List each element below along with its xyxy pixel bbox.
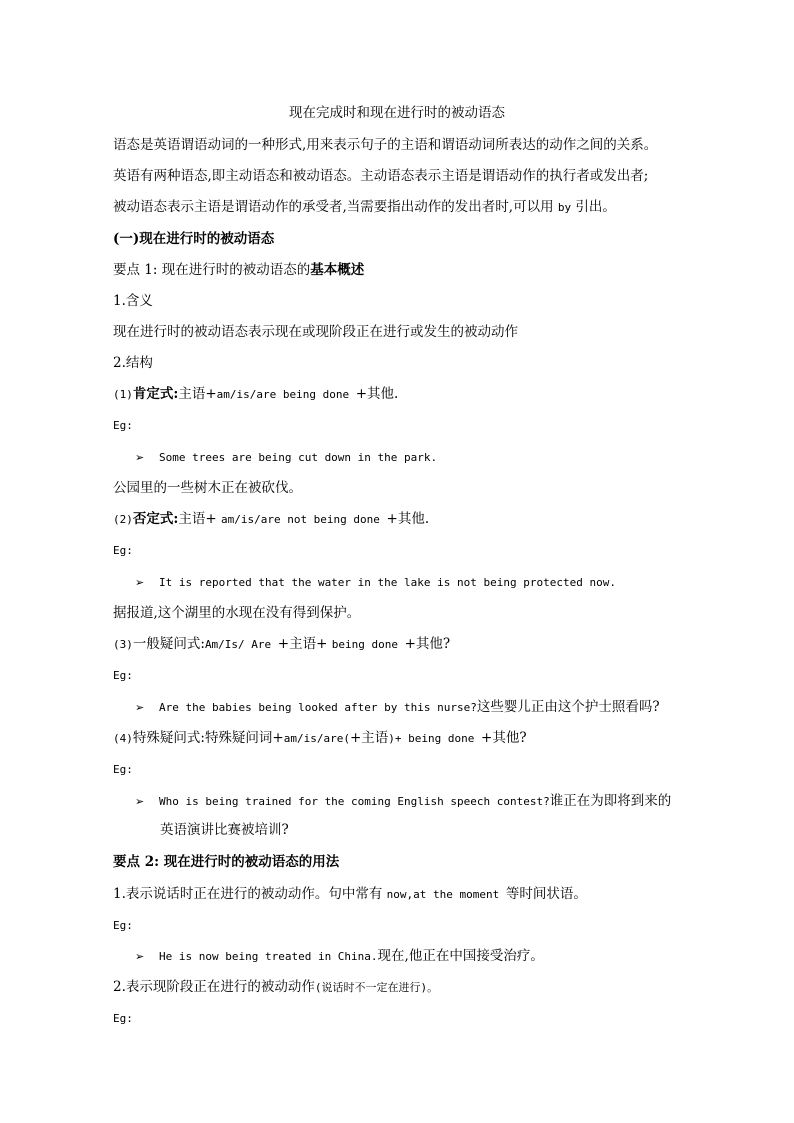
usage-1-en: now,at the moment [386,888,506,901]
general-question-en-b: being done [331,638,405,651]
special-question-en-b: )+ being done [388,732,482,745]
negative-zh-a: 主语+ [178,511,221,527]
special-question-zh-a: 特殊疑问词+ [204,730,284,746]
intro-line-2: 英语有两种语态,即主动语态和被动语态。主动语态表示主语是谓语动作的执行者或发出者; [113,168,649,184]
example-4 [135,792,705,811]
example-4-zh-a: 谁正在为即将到来的 [549,793,672,809]
affirmative-zh-a: 主语+ [178,386,217,402]
intro-line-3 [113,198,713,217]
special-question-zh-b: +主语 [349,730,389,746]
general-question-zh-a: +主语+ [277,636,332,652]
example-5-zh: 现在,他正在中国接受治疗。 [377,948,544,964]
affirmative-num: (1) [113,388,133,401]
negative-label: 否定式: [132,511,179,527]
example-5-en: He is now being treated in China. [159,950,378,963]
page-title: 现在完成时和现在进行时的被动语态 [289,105,505,121]
usage-1 [113,885,713,904]
example-3-en: Are the babies being looked after by this nurse? [159,701,477,714]
arrowhead-bullet-icon: ➢ [135,795,145,808]
eg-label-6: Eg: [113,1012,133,1025]
structure-heading: 2.结构 [113,355,153,371]
example-1-translation: 公园里的一些树木正在被砍伐。 [113,480,302,496]
arrowhead-bullet-icon: ➢ [135,950,145,963]
intro-line-3-text-a: 被动语态表示主语是谓语动作的承受者,当需要指出动作的发出者时,可以用 [113,199,558,215]
eg-label-4: Eg: [113,763,133,776]
intro-line-3-by: by [557,201,572,214]
negative-en: am/is/are not being done [220,513,387,526]
arrowhead-bullet-icon: ➢ [135,576,145,589]
arrowhead-bullet-icon: ➢ [135,701,145,714]
point-1-prefix: 要点 1: 现在进行时的被动语态的 [113,262,311,278]
example-2-translation: 据报道,这个湖里的水现在没有得到保护。 [113,605,361,621]
special-question-form [113,729,713,748]
general-question-en-a: Am/Is/ Are [204,638,278,651]
example-1 [135,448,705,467]
usage-2-text-a: 2.表示现阶段正在进行的被动动作 [113,979,315,995]
affirmative-zh-b: +其他. [355,386,399,402]
eg-label-2: Eg: [113,544,133,557]
meaning-heading: 1.含义 [113,293,153,309]
meaning-text: 现在进行时的被动语态表示现在或现阶段正在进行或发生的被动动作 [113,324,518,340]
usage-1-text-a: 1.表示说话时正在进行的被动动作。句中常有 [113,886,387,902]
eg-label-1: Eg: [113,419,133,432]
negative-zh-b: +其他. [386,511,430,527]
point-1-heading [113,261,713,279]
special-question-en-a: am/is/are( [283,732,350,745]
example-3-zh: 这些婴儿正由这个护士照看吗? [476,699,660,715]
negative-form [113,510,713,529]
special-question-zh-c: +其他? [481,730,527,746]
affirmative-en: am/is/are being done [216,388,356,401]
example-4-en: Who is being trained for the coming English speech contest? [159,795,550,808]
affirmative-form [113,385,713,404]
intro-line-1: 语态是英语谓语动词的一种形式,用来表示句子的主语和谓语动词所表达的动作之间的关系。 [113,137,658,153]
special-question-label: 特殊疑问式: [132,730,205,746]
example-2 [135,573,705,592]
general-question-label: 一般疑问式: [132,636,205,652]
section-1-heading: (一)现在进行时的被动语态 [113,231,275,247]
point-1-bold: 基本概述 [310,262,365,278]
example-5 [135,947,705,966]
point-2-heading: 要点 2: 现在进行时的被动语态的用法 [113,854,340,870]
general-question-form [113,635,713,654]
eg-label-5: Eg: [113,919,133,932]
general-question-num: (3) [113,638,133,651]
intro-line-3-text-b: 引出。 [571,199,616,215]
example-4-continuation: 英语演讲比赛被培训? [160,822,289,838]
example-3 [135,698,705,717]
affirmative-label: 肯定式: [132,386,179,402]
usage-1-text-b: 等时间状语。 [505,886,587,902]
special-question-num: (4) [113,732,133,745]
example-1-en: Some trees are being cut down in the park. [159,451,438,464]
usage-2-text-b: (说话时不一定在进行)。 [314,981,439,994]
eg-label-3: Eg: [113,669,133,682]
example-2-en: It is reported that the water in the lake is not being protected now. [159,576,616,589]
arrowhead-bullet-icon: ➢ [135,451,145,464]
general-question-zh-b: +其他? [404,636,451,652]
usage-2 [113,978,713,997]
negative-num: (2) [113,513,133,526]
